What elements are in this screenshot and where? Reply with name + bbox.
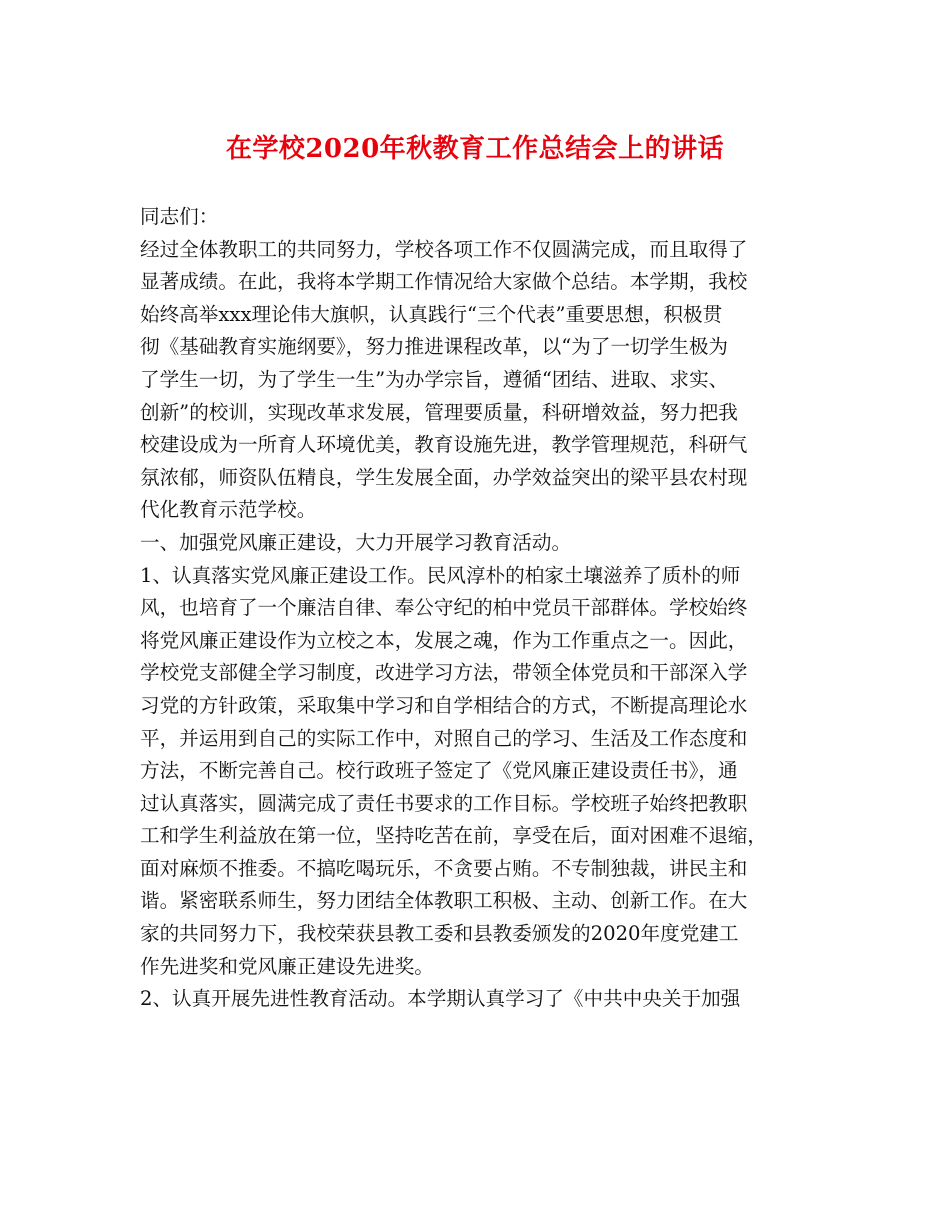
body-line: 创新”的校训，实现改革求发展，管理要质量，科研增效益，努力把我	[140, 400, 738, 424]
body-line: 了学生一切，为了学生一生”为办学宗旨，遵循“团结、进取、求实、	[140, 367, 729, 391]
body-line: 显著成绩。在此，我将本学期工作情况给大家做个总结。本学期，我校	[140, 270, 748, 294]
document-body	[140, 201, 830, 1016]
body-line: 风，也培育了一个廉洁自律、奉公守纪的柏中党员干部群体。学校始终	[140, 596, 748, 620]
body-line: 习党的方针政策，采取集中学习和自学相结合的方式，不断提高理论水	[140, 693, 748, 717]
body-line: 工和学生利益放在第一位，坚持吃苦在前，享受在后，面对困难不退缩，	[140, 824, 767, 848]
body-line: 同志们：	[140, 205, 219, 228]
body-line: 学校党支部健全学习制度，改进学习方法，带领全体党员和干部深入学	[140, 661, 748, 685]
body-line: 平，并运用到自己的实际工作中，对照自己的学习、生活及工作态度和	[140, 726, 748, 750]
body-line: 谐。紧密联系师生，努力团结全体教职工积极、主动、创新工作。在大	[140, 889, 748, 913]
body-line: 面对麻烦不推委。不搞吃喝玩乐，不贪要占贿。不专制独裁，讲民主和	[140, 856, 748, 880]
body-line: 代化教育示范学校。	[140, 498, 317, 522]
body-line: 彻《基础教育实施纲要》，努力推进课程改革，以“为了一切学生极为	[140, 335, 729, 359]
body-line: 1、认真落实党风廉正建设工作。民风淳朴的柏家土壤滋养了质朴的师	[140, 563, 741, 587]
body-line: 始终高举xxx理论伟大旗帜，认真践行“三个代表”重要思想，积极贯	[140, 302, 723, 326]
body-line: 作先进奖和党风廉正建设先进奖。	[140, 954, 434, 978]
body-line: 校建设成为一所育人环境优美，教育设施先进，教学管理规范，科研气	[140, 433, 748, 457]
body-line: 氛浓郁，师资队伍精良，学生发展全面，办学效益突出的梁平县农村现	[140, 465, 748, 489]
body-line: 方法，不断完善自己。校行政班子签定了《党风廉正建设责任书》，通	[140, 759, 738, 783]
body-line: 2、认真开展先进性教育活动。本学期认真学习了《中共中央关于加强	[140, 987, 741, 1011]
section-heading: 一、加强党风廉正建设，大力开展学习教育活动。	[140, 530, 572, 554]
document-title: 在学校2020年秋教育工作总结会上的讲话	[225, 134, 725, 164]
body-line: 过认真落实，圆满完成了责任书要求的工作目标。学校班子始终把教职	[140, 791, 748, 815]
body-line: 将党风廉正建设作为立校之本，发展之魂，作为工作重点之一。因此，	[140, 628, 748, 652]
body-line: 经过全体教职工的共同努力，学校各项工作不仅圆满完成，而且取得了	[140, 237, 748, 261]
body-line: 家的共同努力下，我校荣获县教工委和县教委颁发的2020年度党建工	[140, 922, 739, 946]
